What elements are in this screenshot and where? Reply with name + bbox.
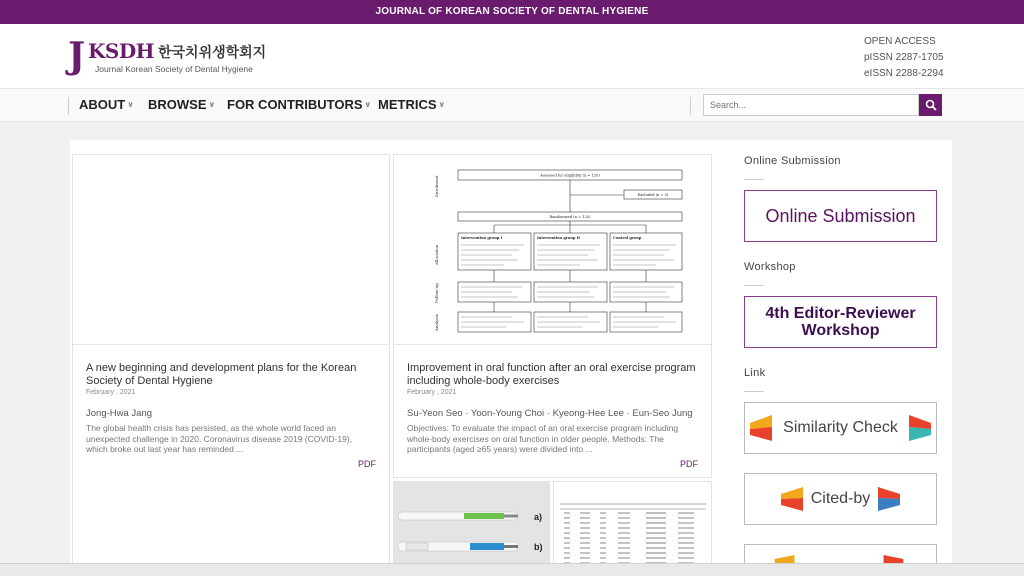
article-title[interactable]: A new beginning and development plans for the Korean Society of Dental Hygiene	[86, 362, 357, 387]
flow-group-label: Intervention group II	[537, 236, 580, 240]
nav-about[interactable]: ABOUT ∨	[79, 97, 134, 112]
eissn-label: eISSN 2288-2294	[864, 68, 944, 79]
pdf-link[interactable]: PDF	[680, 459, 698, 469]
article-card[interactable]	[72, 154, 390, 574]
cited-by-logo-icon	[876, 485, 902, 513]
flow-excluded-text: Excluded (n = 0)	[637, 193, 669, 197]
workshop-banner[interactable]	[744, 296, 937, 348]
main-nav	[0, 88, 1024, 122]
workshop-banner-line1: 4th Editor-Reviewer	[765, 305, 916, 322]
pissn-label: pISSN 2287-1705	[864, 52, 944, 63]
nav-divider	[690, 97, 691, 115]
photo-label-a: a)	[534, 512, 543, 522]
journal-logo[interactable]	[68, 35, 288, 78]
chevron-down-icon: ∨	[364, 100, 372, 109]
site-header	[0, 24, 1024, 88]
logo-j: J	[68, 35, 86, 77]
article-card[interactable]	[393, 481, 550, 576]
search-button[interactable]	[919, 94, 942, 116]
similarity-check-logo-icon	[906, 413, 933, 443]
heading-underline	[744, 179, 764, 180]
similarity-check-logo-icon	[748, 413, 775, 443]
heading-underline	[744, 285, 764, 286]
issn-info	[864, 34, 944, 82]
flow-side-label: Enrolment	[434, 175, 439, 197]
journal-banner: JOURNAL OF KOREAN SOCIETY OF DENTAL HYGIENE	[0, 0, 1024, 24]
flow-random-text: Randomized (n = 120)	[549, 215, 591, 219]
flow-enroll-text: Assessed for eligibility (n = 120)	[540, 173, 600, 178]
similarity-check-text: Similarity Check	[783, 419, 898, 436]
flow-group-label: Control group	[613, 236, 642, 240]
cited-by-logo-icon	[779, 485, 805, 513]
chevron-down-icon: ∨	[208, 100, 215, 109]
logo-ksdh: KSDH	[88, 39, 155, 63]
article-date: February , 2021	[407, 389, 457, 396]
workshop-heading: Workshop	[744, 261, 796, 273]
pdf-link[interactable]: PDF	[358, 459, 376, 469]
open-access-label: OPEN ACCESS	[864, 36, 936, 47]
article-thumbnail	[394, 155, 711, 345]
article-authors: Su-Yeon Seo · Yoon-Young Choi · Kyeong-Hee Lee · Eun-Seo Jung	[407, 408, 693, 419]
article-card[interactable]	[393, 154, 712, 478]
search-input[interactable]	[703, 94, 919, 116]
article-authors: Jong-Hwa Jang	[86, 408, 153, 419]
article-date: February , 2021	[86, 389, 136, 396]
logo-subtitle: Journal Korean Society of Dental Hygiene	[95, 64, 253, 74]
online-submission-heading: Online Submission	[744, 155, 841, 167]
chevron-down-icon: ∨	[438, 100, 445, 109]
workshop-banner-line2: Workshop	[801, 322, 880, 339]
online-submission-banner-text: Online Submission	[765, 205, 916, 226]
flow-side-label: Analysis	[434, 314, 439, 331]
article-thumbnail-photo	[394, 482, 550, 576]
article-thumbnail	[73, 155, 389, 345]
logo-korean-title: 한국치위생학회지	[158, 44, 267, 60]
article-abstract: Objectives: To evaluate the impact of an oral exercise program including whole-body exercises on oral function in older people. Methods: The participants (aged ≥65 years) were divided into ...	[407, 423, 679, 454]
nav-for-contributors[interactable]: FOR CONTRIBUTORS ∨	[227, 97, 372, 112]
flow-group-label: Intervention group I	[461, 236, 503, 240]
online-submission-banner[interactable]	[744, 190, 937, 242]
article-thumbnail-table	[554, 482, 712, 576]
heading-underline	[744, 391, 764, 392]
nav-metrics[interactable]: METRICS ∨	[378, 97, 445, 112]
article-abstract: The global health crisis has persisted, as the whole world faced an unexpected challenge in 2020. Coronavirus disease 2019 (COVID-19), which broke out last year has reminded ...	[86, 423, 353, 454]
photo-label-b: b)	[534, 542, 543, 552]
flow-side-label: Follow-up	[434, 283, 439, 303]
flowchart-figure	[394, 155, 711, 344]
cited-by-text: Cited-by	[810, 490, 871, 507]
similarity-check-link[interactable]	[744, 402, 937, 454]
article-title[interactable]: Improvement in oral function after an oral exercise program including whole-body exercises	[407, 362, 696, 387]
nav-browse[interactable]: BROWSE ∨	[148, 97, 215, 112]
article-card[interactable]	[553, 481, 712, 576]
flow-side-label: Allocation	[434, 244, 439, 265]
browser-status-bar	[0, 563, 1024, 576]
link-heading: Link	[744, 367, 766, 379]
cited-by-link[interactable]	[744, 473, 937, 525]
search-icon	[925, 99, 937, 111]
chevron-down-icon: ∨	[127, 100, 134, 109]
nav-divider	[68, 97, 69, 115]
